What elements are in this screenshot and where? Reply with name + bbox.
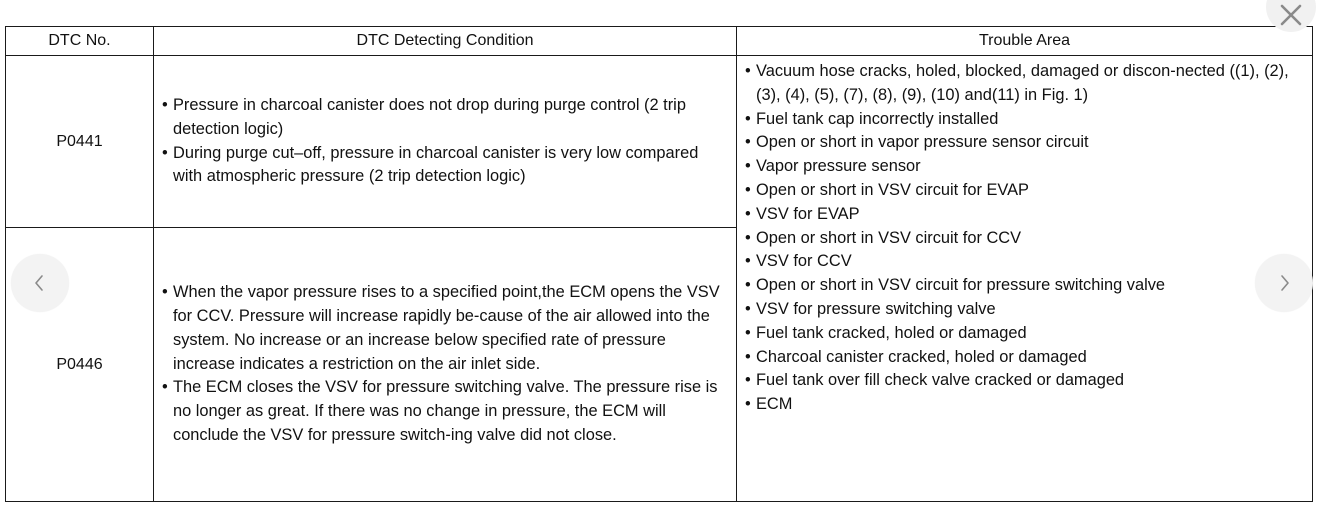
chevron-right-icon [1275,274,1293,292]
trouble-area-item: • Charcoal canister cracked, holed or damaged [745,346,1304,370]
trouble-area-item: • Vapor pressure sensor [745,155,1304,179]
condition-list [162,281,724,448]
trouble-area-item: • Open or short in VSV circuit for pressure switching valve [745,274,1304,298]
trouble-area-item: • Fuel tank cracked, holed or damaged [745,322,1304,346]
next-image-button[interactable] [1255,254,1313,312]
trouble-area-item: • Fuel tank cap incorrectly installed [745,108,1304,132]
condition-item: • When the vapor pressure rises to a specified point,the ECM opens the VSV for CCV. Pressure will increase rapidly be-cause of the air allowed into the system. No increase or an increase below specified rate of pressure increase indicates a restriction on the air inlet side. [162,281,724,376]
header-trouble-area: Trouble Area [737,27,1313,56]
trouble-area-item: • VSV for EVAP [745,203,1304,227]
trouble-area-item: • VSV for pressure switching valve [745,298,1304,322]
trouble-area-item: • ECM [745,393,1304,417]
trouble-area-item: • Vacuum hose cracks, holed, blocked, damaged or discon-nected ((1), (2), (3), (4), (5), (7), (8), (9), (10) and(11) in Fig. 1) [745,60,1304,108]
trouble-area-item: • Fuel tank over fill check valve cracked or damaged [745,369,1304,393]
trouble-area-item: • Open or short in VSV circuit for EVAP [745,179,1304,203]
dtc-table [5,26,1313,502]
trouble-area-cell [737,56,1313,502]
table-row [6,56,1313,228]
detecting-condition-cell [154,56,737,228]
chevron-left-icon [31,274,49,292]
previous-image-button[interactable] [11,254,69,312]
condition-item: • Pressure in charcoal canister does not drop during purge control (2 trip detection logic) [162,94,724,142]
header-dtc-no: DTC No. [6,27,154,56]
detecting-condition-cell [154,228,737,502]
condition-list [162,94,724,189]
trouble-area-item: • Open or short in vapor pressure sensor circuit [745,131,1304,155]
header-detecting-condition: DTC Detecting Condition [154,27,737,56]
trouble-area-list [745,60,1304,417]
dtc-code: P0441 [6,56,154,228]
table-header-row [6,27,1313,56]
condition-item: • During purge cut–off, pressure in charcoal canister is very low compared with atmospheric pressure (2 trip detection logic) [162,142,724,190]
dtc-code: P0446 [6,228,154,502]
trouble-area-item: • Open or short in VSV circuit for CCV [745,227,1304,251]
trouble-area-item: • VSV for CCV [745,250,1304,274]
close-icon [1279,3,1303,27]
condition-item: • The ECM closes the VSV for pressure switching valve. The pressure rise is no longer as great. If there was no change in pressure, the ECM will conclude the VSV for pressure switch-ing valve did not close. [162,376,724,447]
